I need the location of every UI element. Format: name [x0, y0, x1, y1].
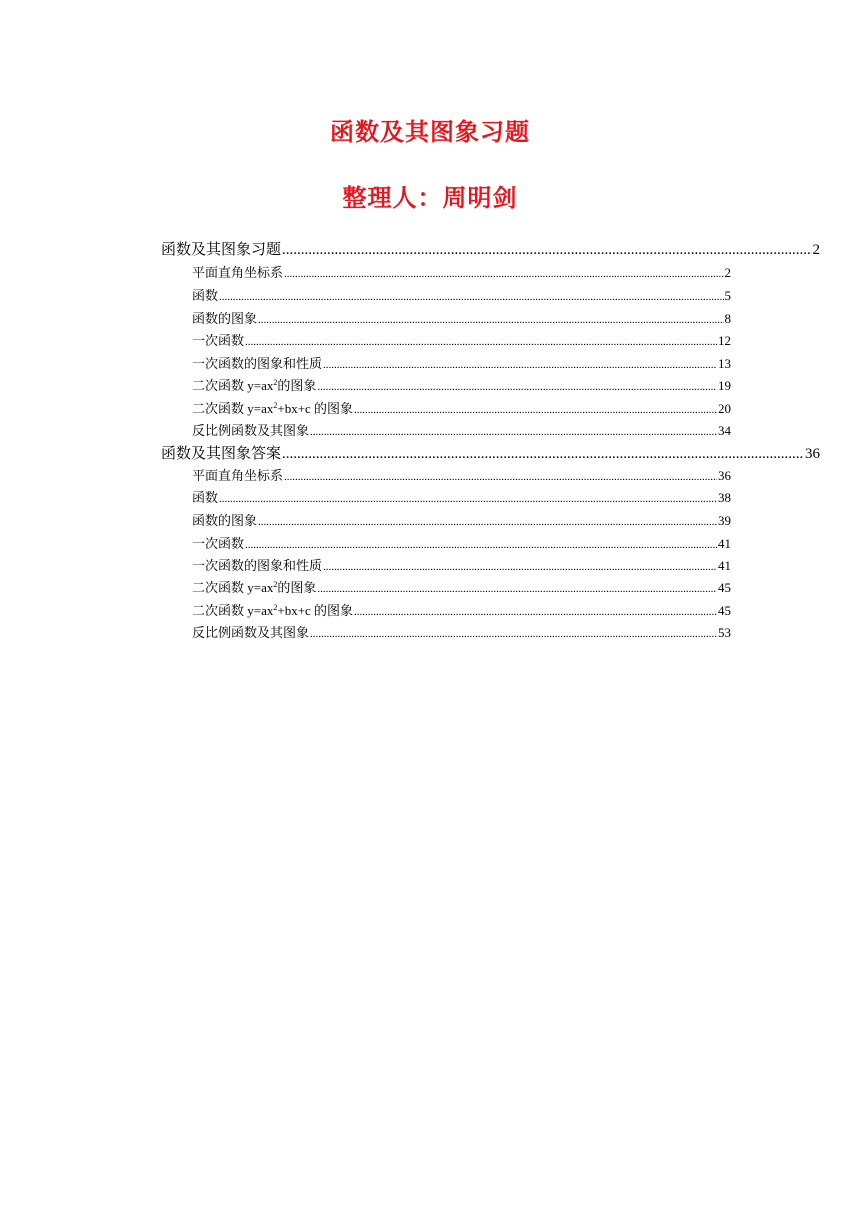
toc-page-number: 38 — [718, 490, 731, 505]
toc-entry[interactable] — [192, 512, 731, 530]
toc-entry[interactable] — [192, 602, 731, 620]
toc-page-number: 45 — [718, 603, 731, 618]
toc-entry[interactable] — [192, 467, 731, 485]
toc-entry[interactable] — [192, 377, 731, 395]
toc-entry-label: 函数的图象 — [192, 311, 258, 326]
toc-page-number: 8 — [724, 311, 731, 326]
toc-page-number: 36 — [805, 446, 820, 462]
toc-page-number: 39 — [718, 513, 731, 528]
toc-page-number: 19 — [718, 378, 731, 393]
dot-leader — [282, 444, 804, 464]
toc-page-number: 5 — [724, 288, 731, 303]
toc-entry[interactable] — [192, 310, 731, 328]
toc-entry-label: 一次函数的图象和性质 — [192, 558, 323, 573]
toc-section-exercises[interactable] — [161, 240, 820, 260]
toc-entry-label: 平面直角坐标系 — [192, 468, 284, 483]
toc-entry-label: 函数 — [192, 288, 219, 303]
toc-entry-label: 二次函数 $y=ax^2$的图象 — [192, 580, 317, 595]
toc-page-number: 34 — [718, 423, 731, 438]
toc-entry-label: 二次函数 $y=ax^2+bx+c$ 的图象 — [192, 401, 354, 416]
toc-entry-label: 二次函数 $y=ax^2+bx+c$ 的图象 — [192, 603, 354, 618]
toc-page-number: 53 — [718, 625, 731, 640]
toc-entry[interactable] — [192, 489, 731, 507]
toc-page-number: 45 — [718, 580, 731, 595]
toc-entry-label: 一次函数 — [192, 536, 245, 551]
toc-page-number: 2 — [724, 265, 731, 280]
dot-leader — [284, 265, 723, 283]
toc-page-number: 12 — [718, 333, 731, 348]
dot-leader — [219, 288, 723, 306]
toc-entry-label: 反比例函数及其图象 — [192, 625, 310, 640]
dot-leader — [258, 311, 723, 329]
toc-page-number: 13 — [718, 356, 731, 371]
dot-leader — [354, 401, 717, 419]
toc-entry-label: 反比例函数及其图象 — [192, 423, 310, 438]
toc-page-number: 20 — [718, 401, 731, 416]
toc-entry-label: 平面直角坐标系 — [192, 265, 284, 280]
toc-entry[interactable] — [192, 400, 731, 418]
dot-leader — [317, 378, 717, 396]
dot-leader — [258, 513, 717, 531]
toc-entry[interactable] — [192, 624, 731, 642]
toc-entry[interactable] — [192, 332, 731, 350]
dot-leader — [219, 490, 717, 508]
document-title: 函数及其图象习题 — [330, 118, 530, 146]
toc-page-number: 36 — [718, 468, 731, 483]
toc-entry-label: 二次函数 $y=ax^2$的图象 — [192, 378, 317, 393]
toc-entry[interactable] — [192, 535, 731, 553]
dot-leader — [282, 240, 811, 260]
author-line: 整理人：周明剑 — [342, 184, 518, 212]
toc-entry-label: 一次函数的图象和性质 — [192, 356, 323, 371]
toc-section-label: 函数及其图象习题 — [161, 242, 282, 258]
toc-page-number: 2 — [812, 242, 820, 258]
dot-leader — [245, 333, 717, 351]
toc-section-label: 函数及其图象答案 — [161, 446, 282, 462]
dot-leader — [310, 625, 717, 643]
dot-leader — [310, 423, 717, 441]
toc-entry[interactable] — [192, 557, 731, 575]
toc-section-answers[interactable] — [161, 444, 820, 464]
dot-leader — [323, 558, 717, 576]
toc-page-number: 41 — [718, 558, 731, 573]
toc-entry[interactable] — [192, 579, 731, 597]
dot-leader — [323, 356, 717, 374]
dot-leader — [317, 580, 717, 598]
toc-entry[interactable] — [192, 264, 731, 282]
toc-entry[interactable] — [192, 355, 731, 373]
toc-page-number: 41 — [718, 536, 731, 551]
dot-leader — [354, 603, 717, 621]
dot-leader — [245, 536, 717, 554]
toc-entry-label: 一次函数 — [192, 333, 245, 348]
toc-entry[interactable] — [192, 287, 731, 305]
dot-leader — [284, 468, 717, 486]
toc-entry[interactable] — [192, 422, 731, 440]
toc-entry-label: 函数 — [192, 490, 219, 505]
toc-entry-label: 函数的图象 — [192, 513, 258, 528]
